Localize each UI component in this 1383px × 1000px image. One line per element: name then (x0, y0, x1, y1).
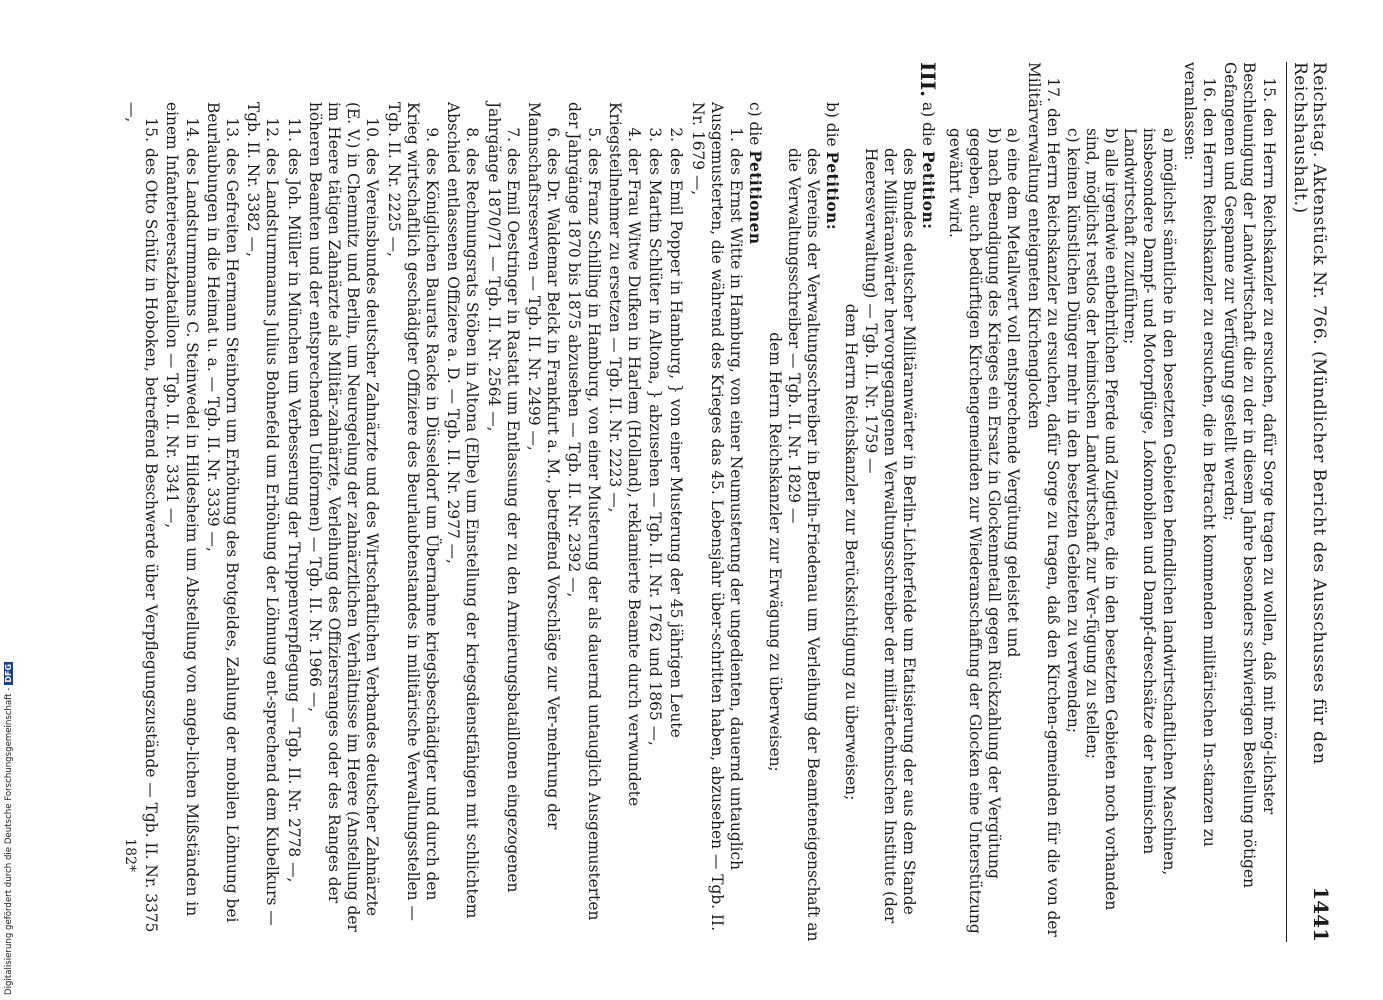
petition-item (645, 102, 664, 942)
petition-number: 11. (284, 117, 303, 142)
petition-number: 5. (584, 127, 603, 142)
petition-item (564, 102, 602, 942)
petition-text: des Otto Schütz in Hoboken, betreffend Beschwerde über Verpflegungszustände — Tgb. II. Nr. 3375 —, (123, 102, 161, 933)
petition-a-decision: dem Herrn Reichskanzler zur Berücksichtigung zu überweisen; (842, 303, 861, 801)
list-item (1220, 62, 1278, 942)
page-header (1286, 62, 1333, 942)
petition-number: 12. (263, 117, 282, 142)
petition-text: des Dr. Waldemar Belck in Frankfurt a. M., betreffend Vorschläge zur Ver-mehrung der Mannschaftsreserven — Tgb. II. Nr. 2499 —, (525, 102, 563, 830)
petition-item (203, 102, 241, 942)
petition-item (243, 102, 281, 942)
petition-text: des Vereinsbundes deutscher Zahnärzte und des Wirtschaftlichen Verbandes deutscher Zahnärzte (E. V.) in Chemnitz und Berlin, um Neuregelung der zahnärztlichen Verhältnisse im Heere (Anstellung der im Heere tätigen Zahnärzte als Militär-zahnärzte, Verleihung des Offiziersranges oder des Ranges der höheren Beamten und der entsprechenden Uniformen) — Tgb. II. Nr. 1966 —, (305, 102, 382, 932)
petition-text: des Joh. Müller in München um Verbesserung der Truppenverpflegung — Tgb. II. Nr. 2778 —, (284, 148, 303, 883)
petition-item (605, 102, 643, 942)
digitization-footer (4, 0, 18, 995)
petition-text: des Königlichen Baurats Racke in Düsseldorf um Übernahme kriegsbeschädigter und durch den Krieg wirtschaftlich geschädigter Offiziere des Beurlaubtenstandes in militärische Verwaltungsstellen — Tgb. II. Nr. 2225 —, (384, 102, 442, 921)
document-page (60, 62, 1333, 942)
petition-item (305, 102, 382, 942)
petition-item (383, 102, 441, 942)
page-number: 1441 (1309, 886, 1333, 942)
petition-text: der Frau Witwe Dufken in Harlem (Holland), reklamierte Beamte durch verwundete Kriegsteilnehmer zu ersetzen — Tgb. II. Nr. 2223 —, (605, 102, 644, 807)
item-number: 15. (1259, 77, 1278, 102)
petition-item (688, 102, 746, 942)
footer-text: Digitalisierung gefördert durch die Deutsche Forschungsgemeinschaft - (4, 687, 14, 995)
list-item (1024, 62, 1062, 942)
petition-list (122, 102, 745, 942)
petition-text: des Gefreiten Hermann Steinborn um Erhöhung des Brotgeldes, Zahlung der mobilen Löhnung bei Beurlaubungen in die Heimat u. a. — Tgb. II. Nr. 3339 —, (203, 102, 242, 923)
section-body (120, 102, 937, 942)
running-title: Reichstag. Aktenstück Nr. 766. (Mündlicher Bericht des Ausschusses für den Reichshaushalt.) (1289, 62, 1329, 765)
petition-b-text: des Vereins der Verwaltungsschreiber in Berlin-Friedenau um Verleihung der Beamteneigenschaft an die Verwaltungsschreiber — Tgb. II. Nr. 1829 — (784, 148, 822, 942)
petition-c-heading: Petitionen (746, 150, 765, 245)
petition-number: 15. (142, 117, 161, 142)
item-text: den Herrn Reichskanzler zu ersuchen, die in Betracht kommenden militärischen In-stanzen zu veranlassen: (1180, 62, 1218, 847)
list-item (1180, 62, 1218, 942)
petition-a-label: a) die (919, 102, 938, 146)
petition-number: 9. (423, 127, 442, 142)
sub-item: b) alle irgendwie entbehrlichen Pferde und Zugtiere, die in den besetzten Gebieten noch vorhanden sind, möglichst restlos der heimischen Landwirtschaft zur Ver-fügung zu stellen; (1082, 128, 1120, 911)
petition-item (162, 102, 200, 942)
petition-number: 4. (625, 127, 644, 142)
petition-c (745, 102, 764, 942)
petition-item (443, 102, 481, 942)
petition-text: des Emil Popper in Hamburg, } von einer Musterung der 45 jährigen Leute (667, 148, 686, 738)
item-text: den Herrn Reichskanzler zu ersuchen, dafür Sorge tragen zu wollen, daß mit mög-lichster Beschleunigung der Landwirtschaft die zu der in diesem Jahre besonders schwierigen Bestellung nötigen Gefangenen und Gespanne zur Verfügung gestellt werden; (1221, 62, 1278, 889)
petition-text: des Emil Oestringer in Rastatt um Entlassung der zu den Armierungsbataillonen eingezogenen Jahrgänge 1870/71 — Tgb. II. Nr. 2564 —, (484, 102, 522, 893)
petition-a-text: des Bundes deutscher Militäranwärter in Berlin-Lichterfelde um Etatisierung der aus dem Stande der Militäranwärter hervorgegangenen Verwaltungsschreiber der militärtechnischen Institute (der Heeresverwaltung) — Tgb. II. Nr. 1759 — (861, 148, 918, 924)
sub-item: a) möglichst sämtliche in den besetzten Gebieten befindlichen landwirtschaftlichen Maschinen, insbesondere Dampf- und Motorpflüge, Lokomobilen und Dampf-dreschsätze der heimischen Landwirtschaft zuzuführen; (1121, 128, 1178, 876)
petition-number: 7. (503, 127, 522, 142)
petition-number: 14. (182, 117, 201, 142)
petition-item (122, 102, 160, 942)
petition-number: 6. (544, 127, 563, 142)
petition-b-heading: Petition: (823, 151, 842, 231)
petition-number: 2. (667, 127, 686, 142)
petition-number: 1. (727, 127, 746, 142)
section-three (120, 62, 941, 942)
item-number: 17. (1044, 77, 1063, 102)
dfg-logo: DFG (4, 663, 13, 683)
page-reference: 182* (122, 838, 139, 872)
petition-b (822, 102, 841, 942)
sub-item: a) eine dem Metallwert voll entsprechende Vergütung geleistet und (1003, 128, 1022, 658)
petition-item (666, 102, 685, 942)
petition-item (524, 102, 562, 942)
section-numeral: III. (916, 62, 941, 98)
sub-item: c) keinen künstlichen Dünger mehr in den besetzten Gebieten zu verwenden; (1063, 128, 1082, 734)
petition-b-decision: dem Herrn Reichskanzler zur Erwägung zu überweisen; (765, 332, 784, 772)
petition-number: 3. (646, 127, 665, 142)
petition-text: des Ernst Witte in Hamburg, von einer Neumusterung der ungedienten, dauernd untauglich Ausgemusterten, die während des Krieges das 45. Lebensjahr über-schritten haben, abzusehen — Tgb. II. Nr. 1679 —, (688, 102, 746, 932)
item-text: den Herrn Reichskanzler zu ersuchen, dafür Sorge zu tragen, daß den Kirchen-gemeinden für die von der Militärverwaltung enteigneten Kirchenglocken (1025, 62, 1063, 937)
item-number: 16. (1199, 77, 1218, 102)
petition-b-label: b) die (823, 102, 842, 147)
petition-number: 13. (223, 117, 242, 142)
petition-number: 8. (463, 127, 482, 142)
petition-text: des Landsturmmanns C. Steinwedel in Hildesheim um Abstellung von angeb-lichen Mißständen in einem Infanterieersatzbataillon — Tgb. II. Nr. 3341 —, (163, 102, 201, 917)
petition-a (918, 102, 937, 942)
sub-item: b) nach Beendigung des Krieges ein Ersatz in Glockenmetall gegen Rückzahlung der Vergütung gegeben, auch bedürftigen Kirchengemeinden zur Wiederanschaffung der Glocken eine Unterstützung gewährt wird. (946, 128, 1003, 934)
petition-number: 10. (363, 117, 382, 142)
petition-a-heading: Petition: (919, 150, 938, 230)
petition-text: des Franz Schilling in Hamburg, von einer Musterung der als dauernd untauglich Ausgemusterten der Jahrgänge 1870 bis 1875 abzusehen — Tgb. II. Nr. 2392 —, (565, 102, 603, 921)
petition-text: des Landsturmmanns Julius Bohnefeld um Erhöhung der Löhnung ent-sprechend dem Kubelkurs — Tgb. II. Nr. 3382 —, (244, 102, 282, 926)
petition-item (483, 102, 521, 942)
petition-text: des Martin Schlüter in Altona, } abzusehen — Tgb. II. Nr. 1762 und 1865 —, (646, 148, 665, 746)
petition-item (283, 102, 302, 942)
petition-c-label: c) die (746, 102, 765, 146)
petition-text: des Rechnungsrats Stöben in Altona (Elbe) um Einstellung der kriegsdienstfähigen mit schlichtem Abschied entlassenen Offiziere a. D. — Tgb. II. Nr. 2977 —, (444, 102, 482, 919)
